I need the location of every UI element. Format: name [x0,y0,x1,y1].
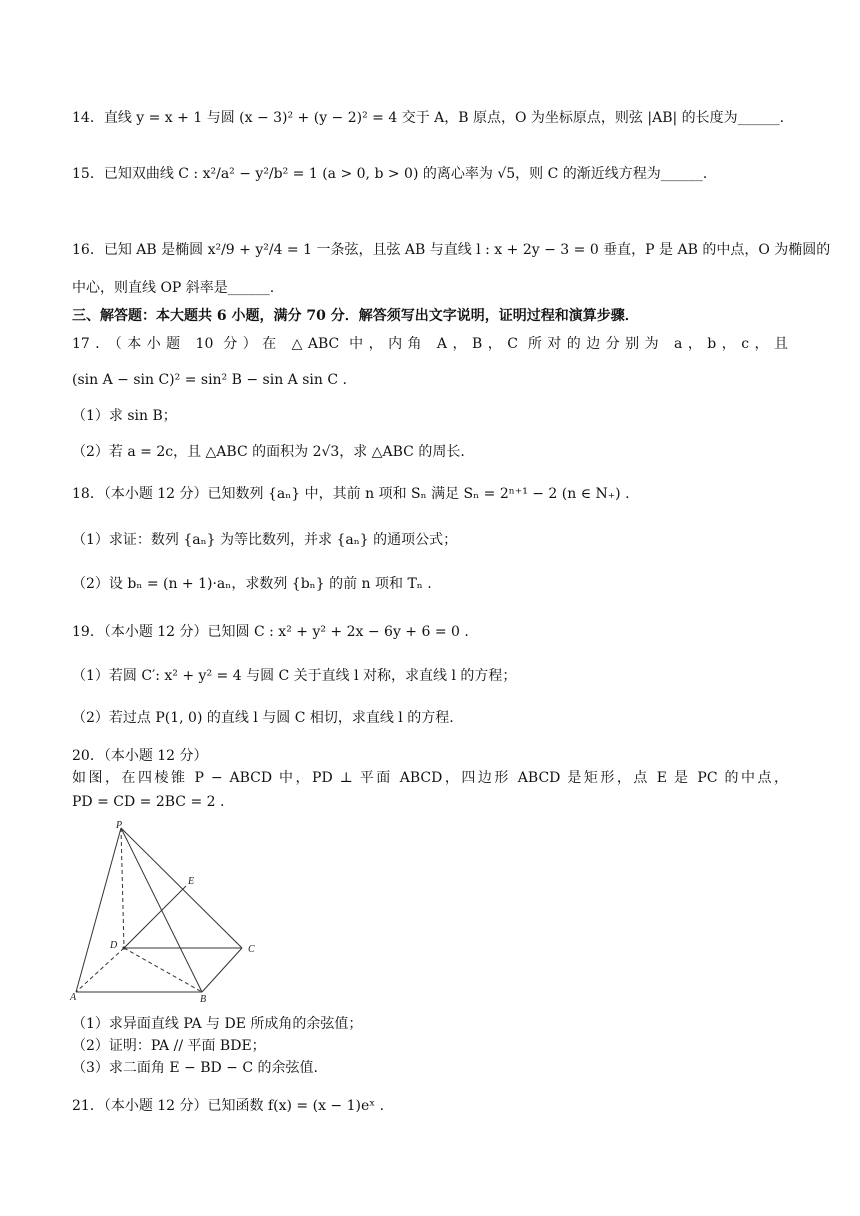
edge-PD [121,828,124,948]
label-B: B [200,994,207,1004]
question-19: 19．（本小题 12 分）已知圆 C : x² + y² + 2x − 6y + 6 = 0 . [72,624,469,640]
segment-DB [124,948,202,992]
label-C: C [248,944,255,955]
label-P: P [116,820,123,831]
edge-BC [202,948,242,992]
question-20-heading: 20．（本小题 12 分） [72,748,208,764]
point-D [122,946,125,949]
question-20-line-2: PD = CD = 2BC = 2 . [72,794,225,810]
segment-DE [124,886,186,948]
question-18-part-2: （2）设 bₙ = (n + 1)·aₙ，求数列 {bₙ} 的前 n 项和 Tₙ . [72,576,432,592]
question-19-part-2: （2）若过点 P(1, 0) 的直线 l 与圆 C 相切，求直线 l 的方程. [72,710,454,726]
question-20-part-1: （1）求异面直线 PA 与 DE 所成角的余弦值； [72,1016,363,1032]
edge-DA [76,948,124,992]
question-15: 15．已知双曲线 C : x²/a² − y²/b² = 1 (a > 0, b > 0) 的离心率为 √5，则 C 的渐近线方程为______. [72,166,708,182]
label-D: D [110,940,118,951]
question-17-line-2: (sin A − sin C)² = sin² B − sin A sin C . [72,372,347,388]
question-17-part-1: （1）求 sin B； [72,408,177,424]
section-3-heading: 三、解答题：本大题共 6 小题，满分 70 分．解答须写出文字说明，证明过程和演算步骤． [72,308,639,324]
question-18-part-1: （1）求证：数列 {aₙ} 为等比数列，并求 {aₙ} 的通项公式； [72,532,458,548]
question-17-part-2: （2）若 a = 2c，且 △ABC 的面积为 2√3，求 △ABC 的周长. [72,444,465,460]
question-21: 21．（本小题 12 分）已知函数 f(x) = (x − 1)eˣ . [72,1098,385,1114]
label-A: A [70,992,77,1003]
question-16-line-2: 中心，则直线 OP 斜率是______. [72,280,275,296]
edge-PA [76,828,121,992]
label-E: E [188,876,195,887]
edge-PC [121,828,242,948]
question-18: 18．（本小题 12 分）已知数列 {aₙ} 中，其前 n 项和 Sₙ 满足 Sₙ = 2ⁿ⁺¹ − 2 (n ∈ N₊) . [72,486,630,502]
question-17-line-1: 17．（本小题 10 分）在 △ABC 中，内角 A，B，C 所对的边分别为 a，b，c，且 [72,336,788,352]
question-16-line-1: 16．已知 AB 是椭圆 x²/9 + y²/4 = 1 一条弦，且弦 AB 与直线 l : x + 2y − 3 = 0 垂直，P 是 AB 的中点，O 为椭圆的 [72,242,831,258]
question-19-part-1: （1）若圆 C′: x² + y² = 4 与圆 C 关于直线 l 对称，求直线 l 的方程； [72,668,517,684]
pyramid-figure [66,820,266,1004]
question-20-part-3: （3）求二面角 E − BD − C 的余弦值. [72,1060,318,1076]
question-20-part-2: （2）证明：PA // 平面 BDE； [72,1038,266,1054]
question-14: 14．直线 y = x + 1 与圆 (x − 3)² + (y − 2)² = 4 交于 A，B 原点，O 为坐标原点，则弦 |AB| 的长度为______. [72,110,785,126]
question-20-line-1: 如图，在四棱锥 P − ABCD 中，PD ⊥ 平面 ABCD，四边形 ABCD 是矩形，点 E 是 PC 的中点， [72,770,788,786]
